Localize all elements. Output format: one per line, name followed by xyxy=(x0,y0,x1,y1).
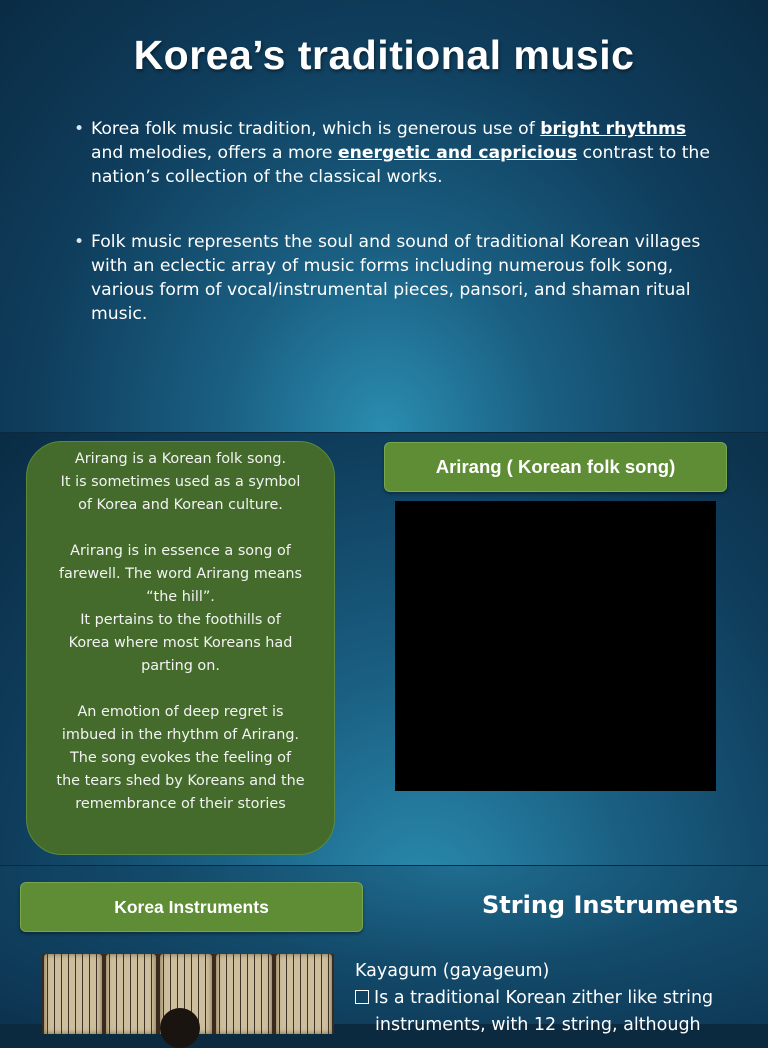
string-instruments-heading: String Instruments xyxy=(482,891,739,919)
slide-arirang xyxy=(0,433,768,865)
highlight-energetic: energetic and capricious xyxy=(337,143,578,163)
bullet-folk-music-soul: • Folk music represents the soul and sound of traditional Korean villages with an eclectic array of music forms including numerous folk song, various form of vocal/instrumental pieces, pansori, and shaman ritual music. xyxy=(74,232,701,324)
highlight-bright-rhythms: bright rhythms xyxy=(540,119,687,139)
kayagum-description xyxy=(355,958,755,1039)
arirang-label: Arirang ( Korean folk song) xyxy=(384,442,727,492)
video-player[interactable] xyxy=(395,501,716,791)
kayagum-bullet: Is a traditional Korean zither like string xyxy=(355,985,755,1012)
kayagum-title: Kayagum (gayageum) xyxy=(355,961,550,981)
arirang-description-panel: Arirang is a Korean folk song. It is sometimes used as a symbol of Korea and Korean culture. Arirang is in essence a song of farewell. The word Arirang means “the hill”. It pertains to the foothills of Korea where most Koreans had parting on. An emotion of deep regret is imbued in the rhythm of Arirang. The song evokes the feeling of the tears shed by Koreans and the remembrance of their stories xyxy=(26,441,335,855)
slide-title: Korea’s traditional music xyxy=(133,32,635,78)
korea-instruments-label: Korea Instruments xyxy=(20,882,363,932)
checkbox-bullet-icon xyxy=(355,990,369,1004)
slide-traditional-music xyxy=(0,0,768,432)
slide-instruments xyxy=(0,866,768,1035)
figure-silhouette xyxy=(160,1008,200,1048)
kayagum-continuation: instruments, with 12 string, although xyxy=(375,1015,701,1035)
bullet-folk-tradition: • Korea folk music tradition, which is generous use of bright rhythms and melodies, offers a more energetic and capricious contrast to the nation’s collection of the classical works. xyxy=(74,119,710,187)
bullet-dot-icon: • xyxy=(74,119,85,139)
bullet-list xyxy=(74,117,714,326)
bullet-dot-icon: • xyxy=(74,232,85,252)
korean-book-image xyxy=(42,954,334,1034)
